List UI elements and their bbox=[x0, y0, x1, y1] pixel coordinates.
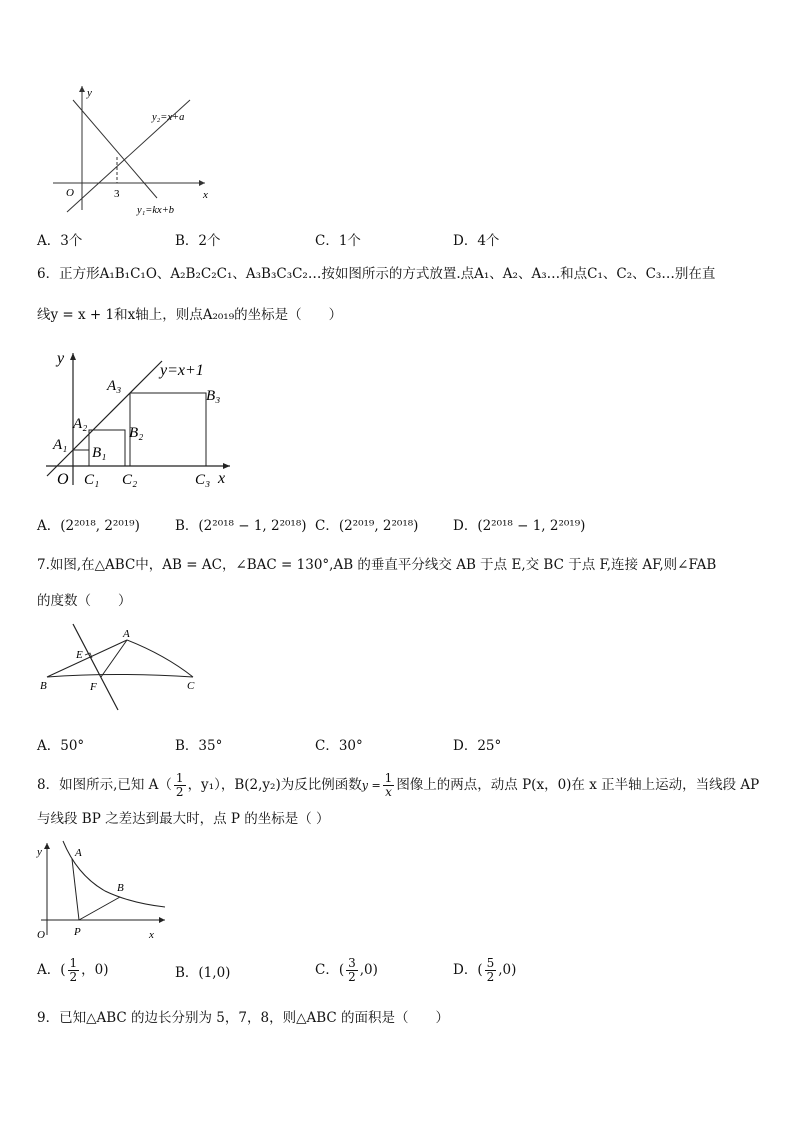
q8-option-d-suffix: ,0) bbox=[498, 962, 517, 978]
q8-option-c[interactable] bbox=[315, 955, 378, 985]
q5-label-y2: y₂=x+a bbox=[152, 112, 185, 123]
q8-y-label: y bbox=[37, 846, 42, 858]
q8-question-line2: 与线段 BP 之差达到最大时，点 P 的坐标是（ ） bbox=[37, 811, 330, 827]
q8-option-a-prefix: A．( bbox=[37, 962, 66, 978]
q6-square-1 bbox=[73, 450, 89, 466]
q7-perp-bisector bbox=[73, 624, 118, 710]
q8-option-a-suffix: ，0) bbox=[81, 962, 109, 978]
q5-x-arrow bbox=[199, 180, 205, 186]
q8-option-c-num: 3 bbox=[348, 956, 356, 970]
q8-x-arrow bbox=[159, 917, 165, 923]
q8-option-c-den: 2 bbox=[348, 970, 356, 984]
q7-question-line1: 7.如图,在△ABC中，AB = AC，∠BAC = 130°,AB 的垂直平分线交 AB 于点 E,交 BC 于点 F,连接 AF,则∠FAB bbox=[37, 557, 717, 573]
q8-option-c-frac bbox=[346, 957, 358, 984]
q8-segment-ap bbox=[72, 859, 79, 920]
q8-figure bbox=[35, 835, 175, 945]
q5-option-c[interactable]: C．1个 bbox=[315, 233, 361, 249]
q8-origin-label: O bbox=[37, 929, 45, 941]
q5-label-y1: y₁=kx+b bbox=[137, 205, 175, 216]
q8-text-a: 8．如图所示,已知 A（ bbox=[37, 777, 172, 793]
q8-label-a: A bbox=[75, 847, 82, 859]
q5-y-label: y bbox=[87, 87, 92, 99]
q7-label-a: A bbox=[123, 628, 130, 640]
q5-tick-3: 3 bbox=[114, 188, 120, 200]
q7-label-e: E bbox=[76, 649, 83, 661]
q6-label-c2: C₂ bbox=[122, 472, 138, 488]
q8-label-p: P bbox=[74, 926, 81, 938]
q6-label-a2: A₂ bbox=[73, 416, 88, 432]
q8-text-b: ，y₁），B(2,y₂)为反比例函数 bbox=[187, 777, 362, 793]
q6-option-c[interactable]: C．(2²⁰¹⁹, 2²⁰¹⁸) bbox=[315, 518, 419, 534]
q6-option-a[interactable]: A．(2²⁰¹⁸, 2²⁰¹⁹) bbox=[37, 518, 140, 534]
q5-option-a[interactable]: A．3个 bbox=[37, 233, 83, 249]
q5-option-d[interactable]: D．4个 bbox=[453, 233, 500, 249]
q8-option-b[interactable]: B．(1,0) bbox=[175, 965, 231, 981]
q6-x-label: x bbox=[218, 470, 226, 487]
q7-option-d[interactable]: D．25° bbox=[453, 738, 502, 754]
q8-label-b: B bbox=[117, 882, 124, 894]
q6-label-c3: C₃ bbox=[195, 472, 211, 488]
q8-option-a-num: 1 bbox=[69, 956, 78, 970]
q8-y-arrow bbox=[44, 843, 50, 849]
q8-option-c-suffix: ,0) bbox=[359, 962, 378, 978]
q8-option-d-prefix: D．( bbox=[453, 962, 483, 978]
q8-frac-inv bbox=[383, 772, 395, 799]
q7-side-ba bbox=[47, 640, 127, 677]
q6-y-label: y bbox=[57, 350, 65, 367]
q6-figure bbox=[40, 345, 240, 490]
q8-question-line1 bbox=[37, 770, 759, 801]
q7-figure bbox=[35, 620, 210, 715]
q7-option-b[interactable]: B．35° bbox=[175, 738, 223, 754]
q6-origin-label: O bbox=[57, 471, 69, 488]
q6-label-a3: A₃ bbox=[107, 378, 122, 394]
q6-option-b[interactable]: B．(2²⁰¹⁸ − 1, 2²⁰¹⁸) bbox=[175, 518, 307, 534]
q6-label-a1: A₁ bbox=[53, 437, 68, 453]
q8-option-d-frac bbox=[485, 957, 497, 984]
q7-label-f: F bbox=[90, 681, 97, 693]
q7-side-ac bbox=[127, 640, 193, 677]
q7-option-a[interactable]: A．50° bbox=[37, 738, 85, 754]
q8-option-d[interactable] bbox=[453, 955, 516, 985]
q5-origin-label: O bbox=[66, 187, 74, 199]
q8-frac-half-num: 1 bbox=[175, 771, 184, 785]
q8-frac-inv-den: x bbox=[385, 785, 392, 799]
q8-option-d-num: 5 bbox=[486, 956, 495, 970]
q6-x-arrow bbox=[223, 463, 230, 469]
q5-option-b[interactable]: B．2个 bbox=[175, 233, 221, 249]
q8-frac-inv-num: 1 bbox=[384, 771, 393, 785]
q6-line-label: y=x+1 bbox=[160, 362, 204, 379]
q8-frac-half-den: 2 bbox=[175, 785, 184, 799]
q8-option-a-frac bbox=[68, 957, 80, 984]
q6-question-line1: 6．正方形A₁B₁C₁O、A₂B₂C₂C₁、A₃B₃C₃C₂…按如图所示的方式放置.点A₁、A₂、A₃…和点C₁、C₂、C₃…别在直 bbox=[37, 266, 716, 282]
q8-option-a[interactable] bbox=[37, 955, 109, 985]
q6-label-b2: B₂ bbox=[129, 425, 144, 441]
q6-label-c1: C₁ bbox=[84, 472, 100, 488]
q9-question-line1: 9．已知△ABC 的边长分别为 5，7，8，则△ABC 的面积是（ ） bbox=[37, 1010, 449, 1026]
q6-label-b3: B₃ bbox=[206, 388, 221, 404]
q6-label-b1: B₁ bbox=[92, 445, 107, 461]
q8-option-a-den: 2 bbox=[69, 970, 78, 984]
q7-label-b: B bbox=[40, 680, 47, 692]
q6-option-d[interactable]: D．(2²⁰¹⁸ − 1, 2²⁰¹⁹) bbox=[453, 518, 586, 534]
q5-x-label: x bbox=[203, 189, 208, 201]
q5-figure bbox=[45, 80, 215, 220]
q8-x-label: x bbox=[149, 929, 154, 941]
q7-label-c: C bbox=[187, 680, 195, 692]
q8-option-d-den: 2 bbox=[486, 970, 495, 984]
q8-segment-bp bbox=[79, 897, 120, 920]
q8-text-c: 图像上的两点，动点 P(x，0)在 x 正半轴上运动，当线段 AP bbox=[396, 777, 760, 793]
q8-frac-half bbox=[174, 772, 186, 799]
q7-option-c[interactable]: C．30° bbox=[315, 738, 363, 754]
q6-y-arrow bbox=[70, 353, 76, 360]
q5-y-arrow bbox=[79, 86, 85, 92]
q8-func-lhs: y = bbox=[361, 779, 381, 792]
q6-question-line2: 线y = x + 1和x轴上，则点A₂₀₁₉的坐标是（ ） bbox=[37, 307, 343, 323]
q7-side-bc bbox=[47, 675, 193, 678]
q7-question-line2: 的度数（ ） bbox=[37, 593, 132, 609]
q8-option-c-prefix: C．( bbox=[315, 962, 345, 978]
